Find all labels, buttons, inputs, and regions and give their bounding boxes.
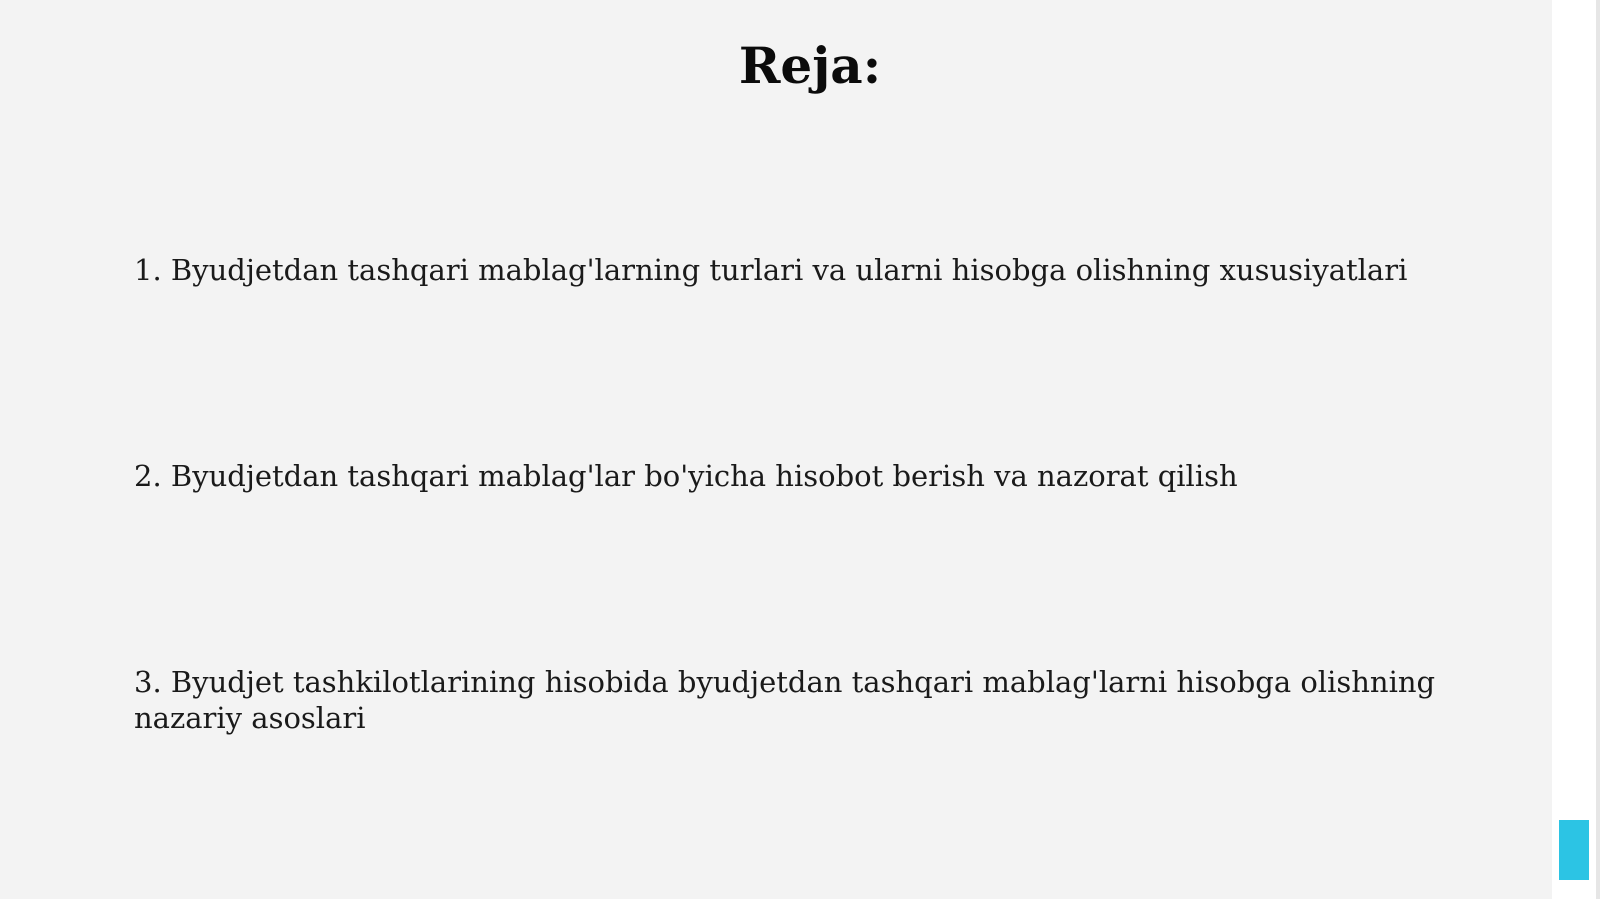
right-edge-border (1596, 0, 1600, 899)
accent-block (1559, 820, 1589, 880)
slide-title: Reja: (738, 36, 882, 95)
plan-item-1: 1. Byudjetdan tashqari mablag'larning turlari va ularni hisobga olishning xususiyatlari (134, 253, 1408, 287)
plan-item-3: 3. Byudjet tashkilotlarining hisobida byudjetdan tashqari mablag'larni hisobga olishning nazariy asoslari (134, 665, 1436, 735)
plan-item-2: 2. Byudjetdan tashqari mablag'lar bo'yicha hisobot berish va nazorat qilish (134, 459, 1238, 493)
right-margin-strip (1552, 0, 1600, 899)
